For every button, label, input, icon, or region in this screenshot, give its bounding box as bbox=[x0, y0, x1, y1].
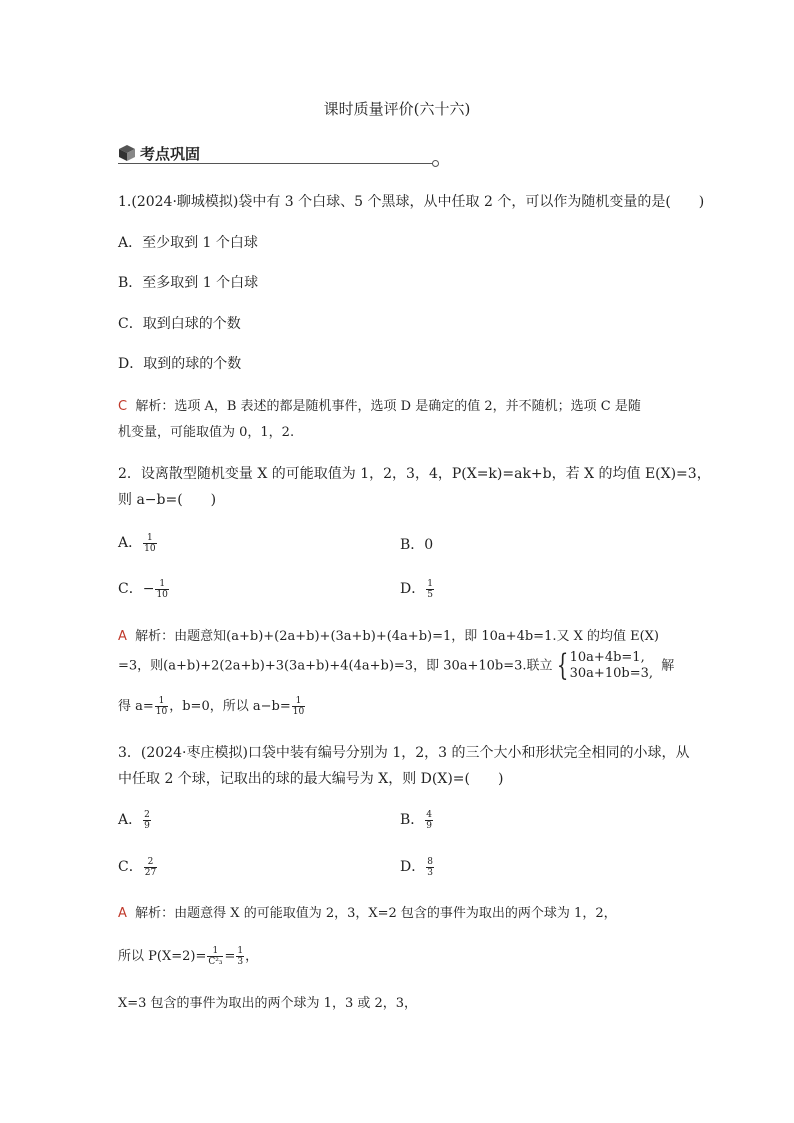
question-2-option-a: A． $\frac{1}{10}$ bbox=[118, 532, 156, 554]
question-2-answer: A bbox=[118, 629, 127, 644]
cube-icon bbox=[118, 144, 136, 162]
question-1-solution-line-1: C 解析：选项 A，B 表述的都是随机事件，选项 D 是确定的值 2，并不随机；选项 C 是随 bbox=[118, 399, 641, 414]
question-3-option-d: D． $\frac{8}{3}$ bbox=[400, 856, 433, 878]
question-3-option-b: B． $\frac{4}{9}$ bbox=[400, 809, 433, 831]
question-3-stem-line-1: 3．(2024·枣庄模拟)口袋中装有编号分别为 1，2，3 的三个大小和形状完全相同的小球，从 bbox=[118, 745, 690, 761]
question-3-option-c: C． $\frac{2}{27}$ bbox=[118, 856, 157, 878]
question-2-solution-line-3: 得 a= $\frac{1}{10}$ ，b=0，所以 a−b= $\frac{1}{10}$ bbox=[118, 696, 305, 717]
question-1-option-d: D．取到的球的个数 bbox=[118, 356, 242, 372]
question-3-option-a: A． $\frac{2}{9}$ bbox=[118, 809, 150, 831]
section-label: 考点巩固 bbox=[140, 145, 201, 163]
question-3-solution-line-3: X=3 包含的事件为取出的两个球为 1，3 或 2，3， bbox=[118, 996, 418, 1011]
question-2-solution-line-2: =3，则(a+b)+2(2a+b)+3(3a+b)+4(4a+b)=3，即 30a+10b=3.联立 { 10a+4b=1, 30a+10b=3, 解 bbox=[118, 648, 675, 683]
section-divider-dot bbox=[432, 160, 439, 167]
section-divider bbox=[118, 163, 434, 164]
question-1-option-a: A．至少取到 1 个白球 bbox=[118, 235, 258, 251]
question-2-option-b: B．0 bbox=[400, 537, 434, 553]
question-3-answer: A bbox=[118, 906, 127, 921]
question-3-solution-line-1: A 解析：由题意得 X 的可能取值为 2，3，X=2 包含的事件为取出的两个球为 1，2， bbox=[118, 906, 617, 921]
question-1-stem: 1.(2024·聊城模拟)袋中有 3 个白球、5 个黑球，从中任取 2 个，可以作为随机变量的是( ) bbox=[118, 194, 705, 210]
question-2-stem-line-1: 2．设离散型随机变量 X 的可能取值为 1，2，3，4，P(X=k)=ak+b，若 X 的均值 E(X)=3， bbox=[118, 466, 711, 482]
question-1-solution-line-2: 机变量，可能取值为 0，1，2. bbox=[118, 425, 295, 440]
page-title: 课时质量评价(六十六) bbox=[323, 100, 471, 118]
question-2-solution-line-1: A 解析：由题意知(a+b)+(2a+b)+(3a+b)+(4a+b)=1，即 10a+4b=1.又 X 的均值 E(X) bbox=[118, 629, 660, 644]
question-3-stem-line-2: 中任取 2 个球，记取出的球的最大编号为 X，则 D(X)=( ) bbox=[118, 771, 504, 787]
question-1-answer: C bbox=[118, 399, 128, 414]
question-2-option-c: C．− $\frac{1}{10}$ bbox=[118, 578, 168, 600]
question-3-solution-line-2: 所以 P(X=2)= $\frac{1}{\text{C²₃}}$ = $\frac{1}{3}$ ， bbox=[118, 946, 259, 967]
question-2-option-d: D． $\frac{1}{5}$ bbox=[400, 578, 433, 600]
question-1-option-b: B．至多取到 1 个白球 bbox=[118, 275, 259, 291]
question-1-option-c: C．取到白球的个数 bbox=[118, 316, 241, 332]
question-2-stem-line-2: 则 a−b=( ) bbox=[118, 492, 217, 508]
